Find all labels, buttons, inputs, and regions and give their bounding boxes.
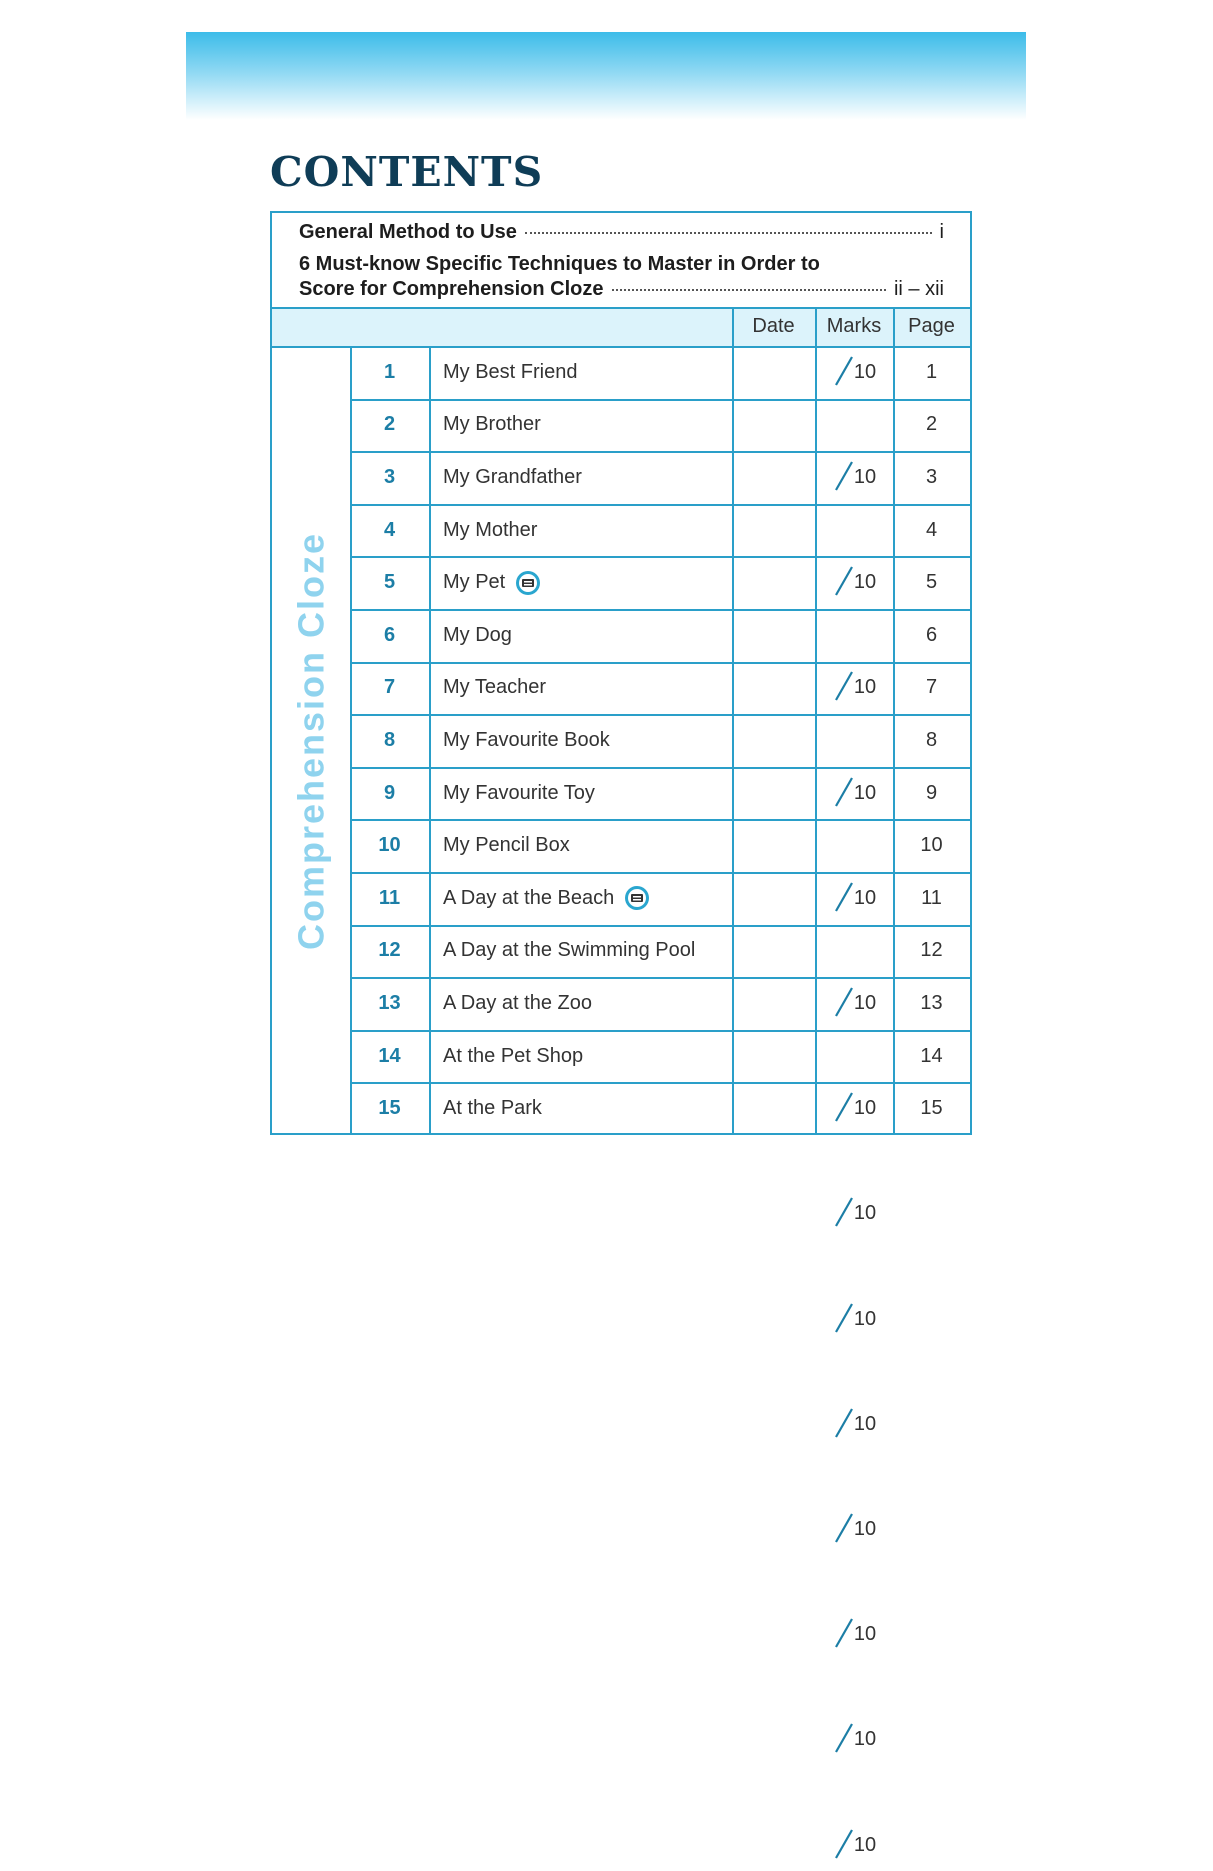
intro-entry-label: Score for Comprehension Cloze xyxy=(299,278,604,300)
marks-total: 10 xyxy=(853,1517,877,1540)
chapter-page: 5 xyxy=(925,571,938,594)
marks-total: 10 xyxy=(853,1728,877,1751)
date-cell[interactable] xyxy=(732,977,815,1030)
chapter-number: 5 xyxy=(383,571,396,594)
chapter-title-text: My Pet xyxy=(443,571,506,594)
chapter-page: 3 xyxy=(925,465,938,488)
date-cell[interactable] xyxy=(732,609,815,662)
marks-cell[interactable] xyxy=(815,1608,893,1661)
chapter-number: 11 xyxy=(378,886,401,909)
marks-fraction xyxy=(832,1202,876,1225)
dot-leader xyxy=(525,232,932,234)
fraction-slash-icon xyxy=(832,355,856,387)
marks-fraction xyxy=(832,676,876,699)
dot-leader xyxy=(612,289,886,291)
fraction-slash-icon xyxy=(832,1722,856,1754)
marks-fraction xyxy=(832,1728,876,1751)
marks-cell[interactable] xyxy=(815,1503,893,1556)
marks-fraction xyxy=(832,1518,876,1541)
column-header-marks: Marks xyxy=(826,315,882,337)
chapter-number: 9 xyxy=(383,781,396,804)
intro-entry-page: ii – xii xyxy=(893,278,944,300)
chapter-title-text: My Best Friend xyxy=(443,360,578,383)
date-cell[interactable] xyxy=(732,451,815,504)
date-cell[interactable] xyxy=(732,925,815,978)
marks-total: 10 xyxy=(853,1623,877,1646)
marks-cell[interactable] xyxy=(815,1819,893,1871)
chapter-page: 11 xyxy=(921,886,942,909)
marks-total: 10 xyxy=(853,1307,877,1330)
marks-cell[interactable] xyxy=(815,977,893,1030)
chapter-title[interactable] xyxy=(429,346,732,399)
date-cell[interactable] xyxy=(732,1030,815,1083)
intro-entry-page: i xyxy=(939,221,944,243)
chapter-title-text: My Brother xyxy=(443,413,541,436)
chapter-number: 1 xyxy=(383,360,396,383)
marks-fraction xyxy=(832,1308,876,1331)
fraction-slash-icon xyxy=(832,1407,856,1439)
marks-total: 10 xyxy=(853,886,877,909)
chapter-title[interactable] xyxy=(429,451,732,504)
chapter-title-text: My Mother xyxy=(443,518,538,541)
chapter-title[interactable] xyxy=(429,714,732,767)
intro-entry-techniques-line2 xyxy=(299,278,944,301)
intro-entry-label: General Method to Use xyxy=(299,221,517,243)
date-cell[interactable] xyxy=(732,1082,815,1135)
marks-cell[interactable] xyxy=(815,872,893,925)
chapter-page: 10 xyxy=(920,834,943,857)
marks-cell[interactable] xyxy=(815,1714,893,1767)
chapter-title-text: A Day at the Beach xyxy=(443,886,615,909)
fraction-slash-icon xyxy=(832,1512,856,1544)
chapter-title[interactable] xyxy=(429,609,732,662)
marks-cell[interactable] xyxy=(815,767,893,820)
marks-cell[interactable] xyxy=(815,1082,893,1135)
intro-entry-label: 6 Must-know Specific Techniques to Master in Order to xyxy=(299,253,820,275)
video-badge-icon xyxy=(515,570,541,596)
chapter-page: 9 xyxy=(925,781,938,804)
fraction-slash-icon xyxy=(832,1828,856,1860)
marks-fraction xyxy=(832,992,876,1015)
marks-total: 10 xyxy=(853,1202,877,1225)
chapter-title[interactable] xyxy=(429,1082,732,1135)
chapter-number: 12 xyxy=(378,939,401,962)
marks-total: 10 xyxy=(853,465,877,488)
chapter-title[interactable] xyxy=(429,925,732,978)
chapter-title[interactable] xyxy=(429,556,732,609)
section-label: Comprehension Cloze xyxy=(290,531,331,950)
date-cell[interactable] xyxy=(732,714,815,767)
column-header-page: Page xyxy=(908,315,955,337)
fraction-slash-icon xyxy=(832,565,856,597)
chapter-number: 6 xyxy=(383,623,396,646)
chapter-title[interactable] xyxy=(429,504,732,557)
chapter-title-text: A Day at the Zoo xyxy=(443,991,592,1014)
intro-entry-techniques-line1 xyxy=(299,253,944,276)
chapter-title-text: My Pencil Box xyxy=(443,834,570,857)
chapter-page: 13 xyxy=(920,991,943,1014)
date-cell[interactable] xyxy=(732,872,815,925)
marks-fraction xyxy=(832,466,876,489)
marks-total: 10 xyxy=(853,1412,877,1435)
intro-entry-general-method xyxy=(299,221,944,244)
chapter-title[interactable] xyxy=(429,819,732,872)
marks-total: 10 xyxy=(853,676,877,699)
marks-total: 10 xyxy=(853,991,877,1014)
marks-total: 10 xyxy=(853,571,877,594)
fraction-slash-icon xyxy=(832,1617,856,1649)
chapter-title-text: My Teacher xyxy=(443,676,547,699)
date-cell[interactable] xyxy=(732,819,815,872)
chapter-title-text: At the Park xyxy=(443,1097,542,1120)
chapter-page: 7 xyxy=(925,676,938,699)
marks-fraction xyxy=(832,887,876,910)
date-cell[interactable] xyxy=(732,504,815,557)
marks-total: 10 xyxy=(853,781,877,804)
chapter-number: 7 xyxy=(383,676,396,699)
page-title: CONTENTS xyxy=(270,148,544,196)
date-cell[interactable] xyxy=(732,399,815,452)
fraction-slash-icon xyxy=(832,1196,856,1228)
chapter-number: 13 xyxy=(378,991,401,1014)
marks-fraction xyxy=(832,1413,876,1436)
marks-fraction xyxy=(832,571,876,594)
chapter-title[interactable] xyxy=(429,662,732,715)
chapter-title[interactable] xyxy=(429,872,732,925)
chapter-page: 15 xyxy=(920,1097,943,1120)
chapter-number: 10 xyxy=(378,834,401,857)
chapter-number: 3 xyxy=(383,465,396,488)
marks-cell[interactable] xyxy=(815,1398,893,1451)
fraction-slash-icon xyxy=(832,1091,856,1123)
date-cell[interactable] xyxy=(732,662,815,715)
fraction-slash-icon xyxy=(832,460,856,492)
chapter-number: 14 xyxy=(378,1044,401,1067)
fraction-slash-icon xyxy=(832,1302,856,1334)
chapter-page: 12 xyxy=(920,939,943,962)
chapter-page: 6 xyxy=(925,623,938,646)
fraction-slash-icon xyxy=(832,986,856,1018)
chapter-title[interactable] xyxy=(429,767,732,820)
marks-cell[interactable] xyxy=(815,662,893,715)
marks-cell[interactable] xyxy=(815,556,893,609)
chapter-title-text: At the Pet Shop xyxy=(443,1044,584,1067)
chapter-title-text: A Day at the Swimming Pool xyxy=(443,939,696,962)
marks-total: 10 xyxy=(853,360,877,383)
header-banner xyxy=(186,32,1026,120)
chapter-title-text: My Grandfather xyxy=(443,465,582,488)
fraction-slash-icon xyxy=(832,670,856,702)
chapter-title[interactable] xyxy=(429,399,732,452)
chapter-title[interactable] xyxy=(429,977,732,1030)
chapter-number: 4 xyxy=(383,518,396,541)
chapter-page: 14 xyxy=(920,1044,943,1067)
chapter-page: 1 xyxy=(925,360,938,383)
date-cell[interactable] xyxy=(732,346,815,399)
chapter-title-text: My Dog xyxy=(443,623,512,646)
date-cell[interactable] xyxy=(732,767,815,820)
date-cell[interactable] xyxy=(732,556,815,609)
marks-total: 10 xyxy=(853,1097,877,1120)
marks-cell[interactable] xyxy=(815,346,893,399)
fraction-slash-icon xyxy=(832,776,856,808)
chapter-number: 15 xyxy=(378,1097,401,1120)
video-badge-icon xyxy=(624,885,650,911)
marks-total: 10 xyxy=(853,1833,877,1856)
chapter-page: 2 xyxy=(925,413,938,436)
marks-fraction xyxy=(832,1834,876,1857)
chapter-page: 8 xyxy=(925,728,938,751)
chapter-title-text: My Favourite Book xyxy=(443,728,610,751)
fraction-slash-icon xyxy=(832,881,856,913)
marks-fraction xyxy=(832,782,876,805)
contents-table xyxy=(270,211,972,1856)
marks-cell[interactable] xyxy=(815,1188,893,1241)
chapter-title-text: My Favourite Toy xyxy=(443,781,595,804)
column-header-date: Date xyxy=(752,315,795,337)
marks-cell[interactable] xyxy=(815,1293,893,1346)
marks-fraction xyxy=(832,1623,876,1646)
chapter-title[interactable] xyxy=(429,1030,732,1083)
marks-cell[interactable] xyxy=(815,451,893,504)
marks-fraction xyxy=(832,1097,876,1120)
marks-fraction xyxy=(832,361,876,384)
chapter-number: 2 xyxy=(383,413,396,436)
chapter-page: 4 xyxy=(925,518,938,541)
chapter-number: 8 xyxy=(383,728,396,751)
